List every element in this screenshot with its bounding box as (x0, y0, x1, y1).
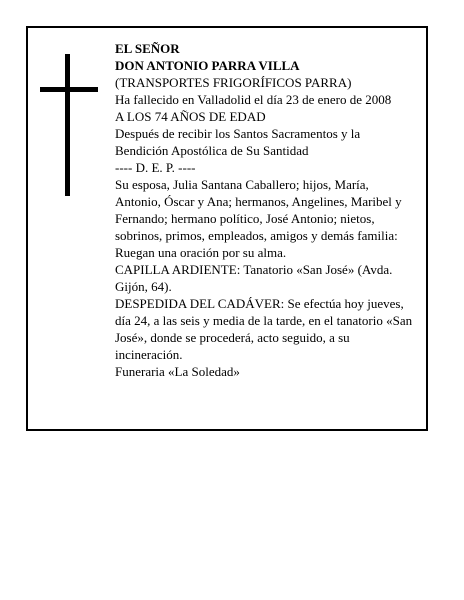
farewell-line: día 24, a las seis y media de la tarde, en el tanatorio «San (115, 313, 413, 328)
rip-line: ---- D. E. P. ---- (115, 160, 196, 175)
cross-icon (40, 54, 98, 196)
farewell-line: DESPEDIDA DEL CADÁVER: Se efectúa hoy jueves, (115, 296, 404, 311)
death-statement: Ha fallecido en Valladolid el día 23 de enero de 2008 (115, 92, 392, 107)
farewell-line: José», donde se procederá, acto seguido, a su (115, 330, 350, 345)
sacraments-paragraph (115, 125, 427, 159)
notice-text (115, 40, 427, 380)
cross-horizontal-bar (40, 87, 98, 92)
chapel-line: Gijón, 64). (115, 279, 172, 294)
farewell-paragraph (115, 295, 427, 363)
title-prefix: EL SEÑOR (115, 41, 180, 56)
family-paragraph (115, 176, 427, 261)
sacraments-line: Bendición Apostólica de Su Santidad (115, 143, 309, 158)
sacraments-line: Después de recibir los Santos Sacramentos y la (115, 126, 361, 141)
family-line: Fernando; hermano político, José Antonio; nietos, (115, 211, 375, 226)
cross-vertical-bar (65, 54, 70, 196)
family-line: Su esposa, Julia Santana Caballero; hijos, María, (115, 177, 369, 192)
chapel-paragraph (115, 261, 427, 295)
family-line: Ruegan una oración por su alma. (115, 245, 287, 260)
company-name: (TRANSPORTES FRIGORÍFICOS PARRA) (115, 75, 352, 90)
obituary-notice (26, 26, 428, 431)
funeral-home: Funeraria «La Soledad» (115, 364, 240, 379)
age-statement: A LOS 74 AÑOS DE EDAD (115, 109, 266, 124)
farewell-line: incineración. (115, 347, 183, 362)
deceased-name: DON ANTONIO PARRA VILLA (115, 58, 300, 73)
chapel-line: CAPILLA ARDIENTE: Tanatorio «San José» (Avda. (115, 262, 393, 277)
family-line: sobrinos, primos, empleados, amigos y demás familia: (115, 228, 398, 243)
family-line: Antonio, Óscar y Ana; hermanos, Angelines, Maribel y (115, 194, 402, 209)
